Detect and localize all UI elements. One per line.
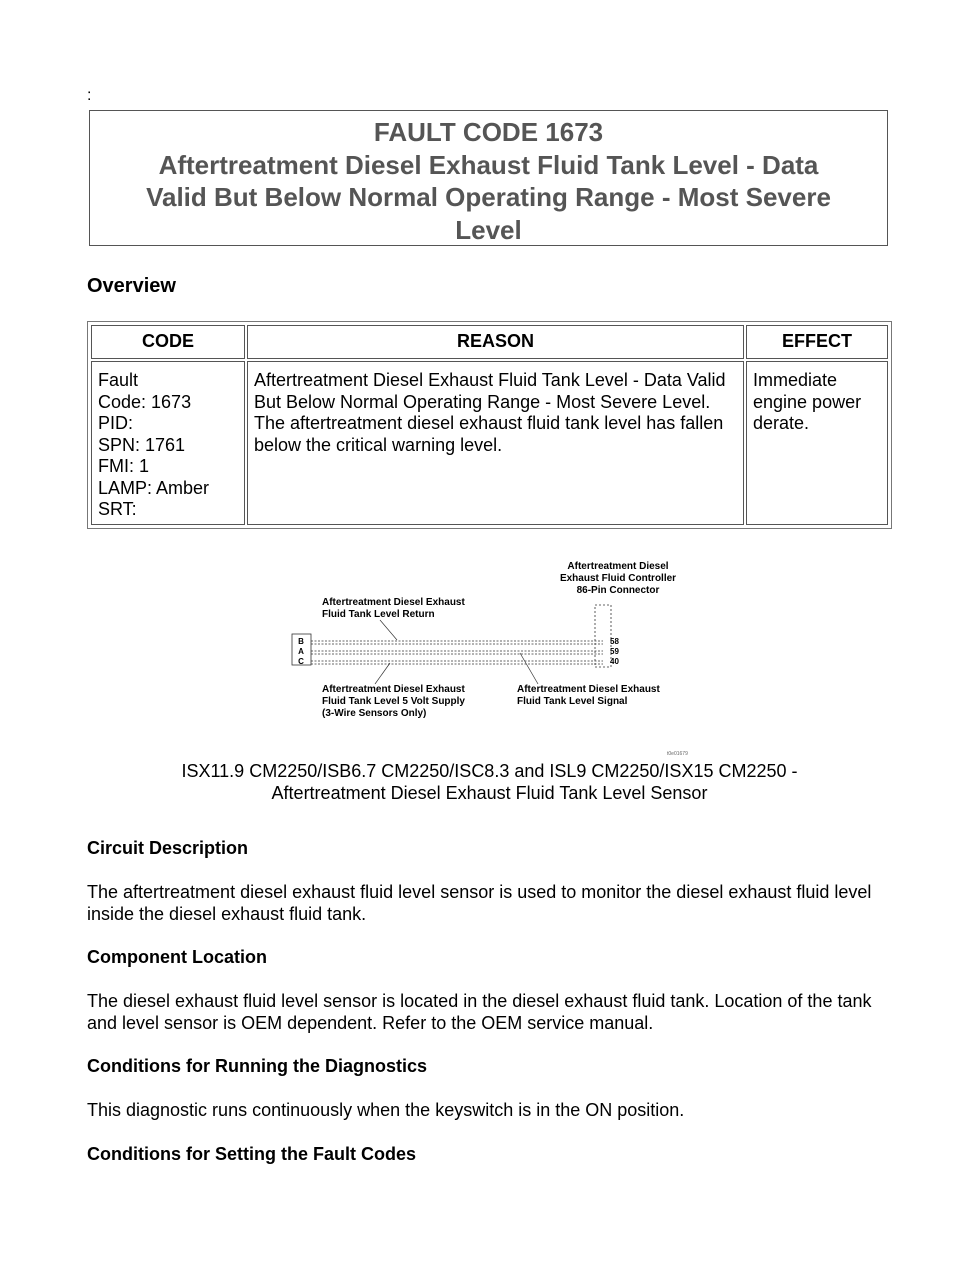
component-location-heading: Component Location bbox=[87, 947, 267, 967]
supply-label: (3-Wire Sensors Only) bbox=[322, 708, 427, 719]
title-line-2: Aftertreatment Diesel Exhaust Fluid Tank Level - Data bbox=[158, 149, 819, 180]
return-label: Fluid Tank Level Return bbox=[322, 609, 435, 620]
code-line: SPN: 1761 bbox=[98, 434, 186, 455]
title-line-3: Valid But Below Normal Operating Range - Most Severe bbox=[146, 182, 831, 212]
code-line: LAMP: Amber bbox=[98, 477, 210, 498]
conditions-running-heading: Conditions for Running the Diagnostics bbox=[87, 1056, 427, 1076]
pin-58-label: 58 bbox=[610, 637, 619, 646]
return-label: Aftertreatment Diesel Exhaust bbox=[322, 597, 465, 608]
signal-label: Fluid Tank Level Signal bbox=[517, 696, 628, 707]
code-header: CODE bbox=[91, 325, 245, 359]
controller-label: Exhaust Fluid Controller bbox=[559, 573, 677, 584]
signal-leader bbox=[520, 653, 538, 684]
signal-label: Aftertreatment Diesel Exhaust bbox=[517, 684, 660, 695]
page-marker: : bbox=[87, 87, 92, 104]
code-line: Fault bbox=[98, 370, 139, 390]
component-location-body: The diesel exhaust fluid level sensor is located in the diesel exhaust fluid tank. Location of the tank and level sensor is OEM dependent. Refer to the OEM service manual. bbox=[87, 991, 872, 1033]
pin-c-label: C bbox=[298, 657, 304, 666]
conditions-running-body: This diagnostic runs continuously when the keyswitch is in the ON position. bbox=[87, 1100, 685, 1120]
reason-cell: Aftertreatment Diesel Exhaust Fluid Tank Level - Data Valid But Below Normal Operating Range - Most Severe Level. The aftertreatment diesel exhaust fluid tank level has fallen below the critical warning level. bbox=[247, 361, 744, 525]
reason-header: REASON bbox=[247, 325, 744, 359]
effect-header: EFFECT bbox=[746, 325, 888, 359]
code-line: PID: bbox=[98, 413, 134, 433]
caption-line-1: ISX11.9 CM2250/ISB6.7 CM2250/ISC8.3 and ISL9 CM2250/ISX15 CM2250 - bbox=[181, 761, 798, 781]
code-line: FMI: 1 bbox=[98, 456, 150, 476]
pin-59-label: 59 bbox=[610, 647, 619, 656]
controller-connector bbox=[595, 605, 611, 667]
controller-label: 86-Pin Connector bbox=[576, 585, 660, 596]
circuit-description-body: The aftertreatment diesel exhaust fluid level sensor is used to monitor the diesel exhaust fluid level inside the diesel exhaust fluid tank. bbox=[87, 882, 872, 924]
pin-b-label: B bbox=[298, 637, 304, 646]
figure-id: t0e01679 bbox=[667, 751, 688, 757]
controller-label: Aftertreatment Diesel bbox=[567, 561, 669, 572]
code-line: SRT: bbox=[98, 499, 137, 519]
caption-line-2: Aftertreatment Diesel Exhaust Fluid Tank Level Sensor bbox=[271, 783, 708, 803]
effect-cell: Immediate engine power derate. bbox=[746, 361, 888, 525]
fault-code-title bbox=[89, 110, 888, 246]
code-cell bbox=[91, 361, 245, 525]
circuit-description-heading: Circuit Description bbox=[87, 838, 249, 858]
supply-label: Fluid Tank Level 5 Volt Supply bbox=[322, 696, 465, 707]
wiring-diagram bbox=[280, 550, 710, 760]
conditions-setting-heading: Conditions for Setting the Fault Codes bbox=[87, 1144, 416, 1164]
return-leader bbox=[380, 620, 397, 640]
overview-heading: Overview bbox=[87, 275, 176, 297]
supply-leader bbox=[375, 663, 390, 684]
supply-label: Aftertreatment Diesel Exhaust bbox=[322, 684, 465, 695]
pin-40-label: 40 bbox=[610, 657, 619, 666]
overview-table bbox=[87, 321, 892, 529]
pin-a-label: A bbox=[298, 647, 304, 656]
title-line-4: Level bbox=[455, 214, 522, 245]
code-line: Code: 1673 bbox=[98, 391, 192, 412]
figure-caption bbox=[87, 760, 892, 804]
title-line-1: FAULT CODE 1673 bbox=[373, 117, 604, 147]
